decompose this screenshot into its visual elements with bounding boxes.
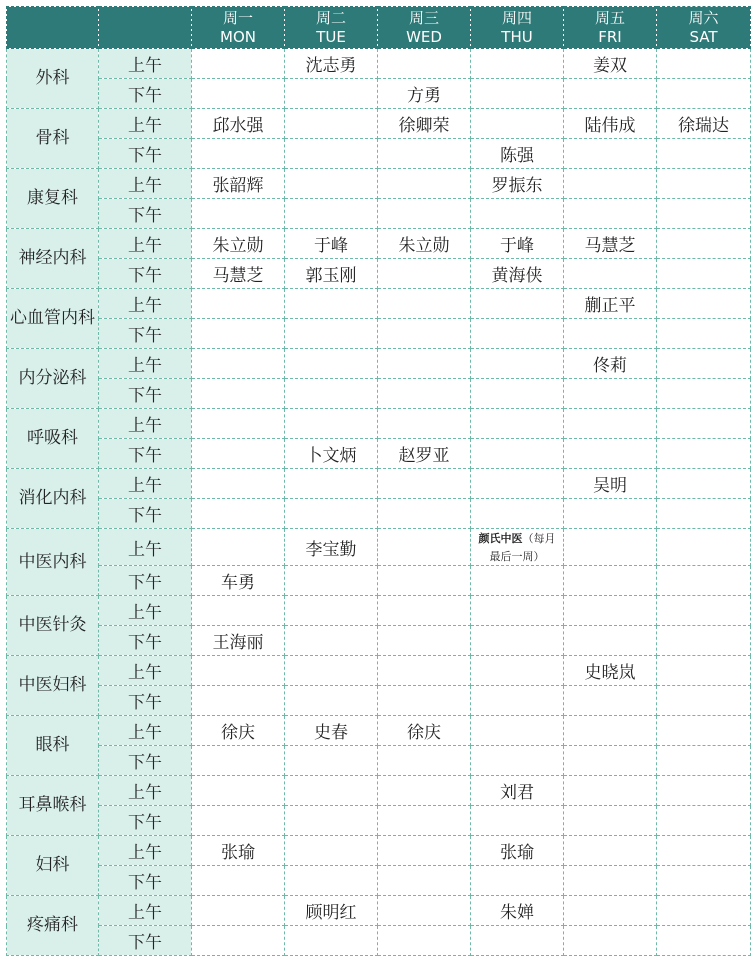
header-corner-half bbox=[99, 7, 192, 49]
doctor-cell-mon: 王海丽 bbox=[192, 626, 285, 656]
half-day-label: 上午 bbox=[99, 836, 192, 866]
doctor-cell-mon bbox=[192, 49, 285, 79]
doctor-cell-wed bbox=[378, 596, 471, 626]
doctor-cell-mon: 邱水强 bbox=[192, 109, 285, 139]
clinic-schedule-table bbox=[6, 6, 751, 956]
doctor-cell-fri bbox=[564, 596, 657, 626]
half-day-label: 上午 bbox=[99, 529, 192, 566]
doctor-cell-mon bbox=[192, 289, 285, 319]
day-header-sat bbox=[657, 7, 751, 49]
doctor-cell-fri bbox=[564, 836, 657, 866]
doctor-cell-sat bbox=[657, 746, 751, 776]
schedule-row bbox=[7, 866, 751, 896]
doctor-cell-sat bbox=[657, 49, 751, 79]
doctor-cell-sat bbox=[657, 409, 751, 439]
doctor-cell-fri bbox=[564, 866, 657, 896]
doctor-cell-thu bbox=[471, 319, 564, 349]
department-name: 心血管内科 bbox=[7, 289, 99, 349]
doctor-cell-wed bbox=[378, 49, 471, 79]
schedule-row bbox=[7, 686, 751, 716]
doctor-cell-wed: 徐庆 bbox=[378, 716, 471, 746]
doctor-cell-fri bbox=[564, 499, 657, 529]
day-cn: 周二 bbox=[315, 8, 346, 27]
department-name: 中医妇科 bbox=[7, 656, 99, 716]
doctor-cell-fri bbox=[564, 716, 657, 746]
department-name: 妇科 bbox=[7, 836, 99, 896]
doctor-cell-tue bbox=[285, 79, 378, 109]
day-header-fri bbox=[564, 7, 657, 49]
doctor-cell-tue bbox=[285, 469, 378, 499]
half-day-label: 上午 bbox=[99, 229, 192, 259]
doctor-cell-thu bbox=[471, 626, 564, 656]
half-day-label: 下午 bbox=[99, 746, 192, 776]
schedule-row bbox=[7, 349, 751, 379]
doctor-cell-sat bbox=[657, 806, 751, 836]
schedule-row bbox=[7, 566, 751, 596]
doctor-cell-wed: 方勇 bbox=[378, 79, 471, 109]
half-day-label: 上午 bbox=[99, 169, 192, 199]
doctor-cell-fri bbox=[564, 926, 657, 956]
doctor-cell-tue: 李宝勤 bbox=[285, 529, 378, 566]
doctor-cell-tue: 卜文炳 bbox=[285, 439, 378, 469]
doctor-cell-sat bbox=[657, 716, 751, 746]
doctor-cell-fri bbox=[564, 409, 657, 439]
half-day-label: 上午 bbox=[99, 469, 192, 499]
department-name: 消化内科 bbox=[7, 469, 99, 529]
half-day-label: 上午 bbox=[99, 109, 192, 139]
doctor-cell-fri: 陆伟成 bbox=[564, 109, 657, 139]
doctor-cell-mon: 张瑜 bbox=[192, 836, 285, 866]
doctor-cell-tue bbox=[285, 836, 378, 866]
department-name: 骨科 bbox=[7, 109, 99, 169]
doctor-cell-fri bbox=[564, 686, 657, 716]
doctor-cell-fri bbox=[564, 896, 657, 926]
half-day-label: 上午 bbox=[99, 776, 192, 806]
doctor-cell-thu bbox=[471, 656, 564, 686]
doctor-cell-fri bbox=[564, 439, 657, 469]
doctor-cell-fri bbox=[564, 529, 657, 566]
doctor-cell-mon bbox=[192, 529, 285, 566]
schedule-row bbox=[7, 746, 751, 776]
doctor-cell-wed bbox=[378, 896, 471, 926]
doctor-cell-tue bbox=[285, 109, 378, 139]
day-cn: 周六 bbox=[688, 8, 719, 27]
schedule-row bbox=[7, 379, 751, 409]
doctor-cell-thu bbox=[471, 686, 564, 716]
doctor-cell-sat bbox=[657, 836, 751, 866]
schedule-row bbox=[7, 289, 751, 319]
doctor-cell-tue bbox=[285, 866, 378, 896]
schedule-row bbox=[7, 409, 751, 439]
doctor-cell-fri bbox=[564, 746, 657, 776]
doctor-cell-thu bbox=[471, 926, 564, 956]
schedule-row bbox=[7, 529, 751, 566]
doctor-cell-mon bbox=[192, 926, 285, 956]
doctor-cell-wed: 朱立勋 bbox=[378, 229, 471, 259]
day-en: SAT bbox=[689, 27, 718, 46]
half-day-label: 上午 bbox=[99, 656, 192, 686]
half-day-label: 下午 bbox=[99, 79, 192, 109]
doctor-cell-wed bbox=[378, 499, 471, 529]
doctor-cell-mon bbox=[192, 319, 285, 349]
doctor-cell-mon bbox=[192, 199, 285, 229]
doctor-cell-tue bbox=[285, 199, 378, 229]
doctor-cell-tue bbox=[285, 349, 378, 379]
schedule-row bbox=[7, 79, 751, 109]
schedule-row bbox=[7, 716, 751, 746]
department-name: 内分泌科 bbox=[7, 349, 99, 409]
doctor-cell-tue bbox=[285, 566, 378, 596]
doctor-cell-sat bbox=[657, 259, 751, 289]
schedule-row bbox=[7, 836, 751, 866]
doctor-cell-thu bbox=[471, 746, 564, 776]
doctor-cell-thu bbox=[471, 49, 564, 79]
doctor-cell-tue bbox=[285, 806, 378, 836]
day-cn: 周一 bbox=[222, 8, 253, 27]
doctor-cell-fri bbox=[564, 626, 657, 656]
schedule-row bbox=[7, 926, 751, 956]
doctor-cell-mon bbox=[192, 806, 285, 836]
schedule-row bbox=[7, 656, 751, 686]
doctor-cell-tue: 史春 bbox=[285, 716, 378, 746]
doctor-cell-wed bbox=[378, 529, 471, 566]
doctor-cell-sat bbox=[657, 626, 751, 656]
doctor-cell-fri bbox=[564, 139, 657, 169]
department-name: 中医针灸 bbox=[7, 596, 99, 656]
doctor-cell-sat bbox=[657, 199, 751, 229]
doctor-cell-sat bbox=[657, 169, 751, 199]
half-day-label: 上午 bbox=[99, 896, 192, 926]
doctor-cell-tue: 沈志勇 bbox=[285, 49, 378, 79]
doctor-cell-fri bbox=[564, 806, 657, 836]
special-clinic-schedule: 最后一周） bbox=[489, 550, 545, 563]
doctor-cell-fri bbox=[564, 79, 657, 109]
doctor-cell-wed bbox=[378, 319, 471, 349]
doctor-cell-thu bbox=[471, 439, 564, 469]
doctor-cell-mon: 马慧芝 bbox=[192, 259, 285, 289]
doctor-cell-wed bbox=[378, 686, 471, 716]
day-cn: 周五 bbox=[594, 8, 625, 27]
doctor-cell-sat bbox=[657, 926, 751, 956]
half-day-label: 下午 bbox=[99, 379, 192, 409]
schedule-row bbox=[7, 49, 751, 79]
day-en: WED bbox=[406, 27, 442, 46]
doctor-cell-thu: 朱婵 bbox=[471, 896, 564, 926]
doctor-cell-sat bbox=[657, 499, 751, 529]
schedule-row bbox=[7, 259, 751, 289]
doctor-cell-mon bbox=[192, 379, 285, 409]
schedule-row bbox=[7, 199, 751, 229]
doctor-cell-sat bbox=[657, 319, 751, 349]
doctor-cell-tue bbox=[285, 139, 378, 169]
schedule-row bbox=[7, 596, 751, 626]
doctor-cell-thu: 张瑜 bbox=[471, 836, 564, 866]
doctor-cell-fri bbox=[564, 379, 657, 409]
doctor-cell-wed bbox=[378, 169, 471, 199]
doctor-cell-thu bbox=[471, 349, 564, 379]
doctor-cell-tue bbox=[285, 656, 378, 686]
doctor-cell-wed bbox=[378, 926, 471, 956]
doctor-cell-tue bbox=[285, 169, 378, 199]
schedule-row bbox=[7, 626, 751, 656]
doctor-cell-wed bbox=[378, 259, 471, 289]
doctor-cell-wed bbox=[378, 806, 471, 836]
doctor-cell-fri bbox=[564, 259, 657, 289]
doctor-cell-thu bbox=[471, 529, 564, 566]
doctor-cell-thu: 刘君 bbox=[471, 776, 564, 806]
doctor-cell-fri: 姜双 bbox=[564, 49, 657, 79]
schedule-row bbox=[7, 806, 751, 836]
doctor-cell-mon bbox=[192, 746, 285, 776]
doctor-cell-thu bbox=[471, 109, 564, 139]
half-day-label: 上午 bbox=[99, 409, 192, 439]
doctor-cell-wed bbox=[378, 776, 471, 806]
doctor-cell-mon bbox=[192, 499, 285, 529]
half-day-label: 上午 bbox=[99, 289, 192, 319]
schedule-row bbox=[7, 499, 751, 529]
doctor-cell-thu: 黄海侠 bbox=[471, 259, 564, 289]
doctor-cell-wed bbox=[378, 746, 471, 776]
doctor-cell-wed bbox=[378, 866, 471, 896]
half-day-label: 下午 bbox=[99, 626, 192, 656]
half-day-label: 下午 bbox=[99, 139, 192, 169]
half-day-label: 下午 bbox=[99, 926, 192, 956]
half-day-label: 下午 bbox=[99, 866, 192, 896]
department-name: 外科 bbox=[7, 49, 99, 109]
doctor-cell-tue: 顾明红 bbox=[285, 896, 378, 926]
doctor-cell-sat bbox=[657, 379, 751, 409]
half-day-label: 上午 bbox=[99, 349, 192, 379]
doctor-cell-tue bbox=[285, 409, 378, 439]
doctor-cell-fri bbox=[564, 319, 657, 349]
doctor-cell-thu bbox=[471, 409, 564, 439]
doctor-cell-fri bbox=[564, 169, 657, 199]
doctor-cell-sat bbox=[657, 439, 751, 469]
half-day-label: 下午 bbox=[99, 199, 192, 229]
half-day-label: 下午 bbox=[99, 686, 192, 716]
day-header-mon bbox=[192, 7, 285, 49]
doctor-cell-fri: 吴明 bbox=[564, 469, 657, 499]
doctor-cell-tue bbox=[285, 319, 378, 349]
doctor-cell-thu bbox=[471, 499, 564, 529]
schedule-row bbox=[7, 139, 751, 169]
doctor-cell-wed: 赵罗亚 bbox=[378, 439, 471, 469]
doctor-cell-thu bbox=[471, 596, 564, 626]
doctor-cell-mon bbox=[192, 656, 285, 686]
doctor-cell-sat bbox=[657, 289, 751, 319]
doctor-cell-thu bbox=[471, 289, 564, 319]
doctor-cell-tue bbox=[285, 776, 378, 806]
doctor-cell-fri: 蒯正平 bbox=[564, 289, 657, 319]
half-day-label: 上午 bbox=[99, 596, 192, 626]
doctor-cell-mon: 徐庆 bbox=[192, 716, 285, 746]
doctor-cell-mon bbox=[192, 409, 285, 439]
doctor-cell-mon bbox=[192, 469, 285, 499]
doctor-cell-tue bbox=[285, 746, 378, 776]
schedule-row bbox=[7, 896, 751, 926]
department-name: 眼科 bbox=[7, 716, 99, 776]
schedule-row bbox=[7, 319, 751, 349]
doctor-cell-fri: 马慧芝 bbox=[564, 229, 657, 259]
doctor-cell-sat: 徐瑞达 bbox=[657, 109, 751, 139]
day-header-tue bbox=[285, 7, 378, 49]
doctor-cell-wed bbox=[378, 656, 471, 686]
doctor-cell-tue bbox=[285, 289, 378, 319]
doctor-cell-thu bbox=[471, 716, 564, 746]
schedule-row bbox=[7, 439, 751, 469]
half-day-label: 上午 bbox=[99, 716, 192, 746]
half-day-label: 上午 bbox=[99, 49, 192, 79]
doctor-cell-thu bbox=[471, 566, 564, 596]
doctor-cell-sat bbox=[657, 469, 751, 499]
doctor-cell-fri bbox=[564, 566, 657, 596]
schedule-row bbox=[7, 229, 751, 259]
doctor-cell-sat bbox=[657, 349, 751, 379]
schedule-row bbox=[7, 776, 751, 806]
doctor-cell-sat bbox=[657, 896, 751, 926]
doctor-cell-tue bbox=[285, 596, 378, 626]
half-day-label: 下午 bbox=[99, 259, 192, 289]
doctor-cell-mon bbox=[192, 596, 285, 626]
doctor-cell-thu: 罗振东 bbox=[471, 169, 564, 199]
doctor-cell-tue bbox=[285, 626, 378, 656]
day-cn: 周三 bbox=[408, 8, 439, 27]
department-name: 神经内科 bbox=[7, 229, 99, 289]
department-name: 康复科 bbox=[7, 169, 99, 229]
doctor-cell-fri: 佟莉 bbox=[564, 349, 657, 379]
doctor-cell-thu bbox=[471, 866, 564, 896]
doctor-cell-sat bbox=[657, 229, 751, 259]
doctor-cell-mon: 车勇 bbox=[192, 566, 285, 596]
schedule-row bbox=[7, 109, 751, 139]
doctor-cell-sat bbox=[657, 776, 751, 806]
special-clinic-name: 颜氏中医 bbox=[478, 532, 523, 545]
doctor-cell-tue: 郭玉刚 bbox=[285, 259, 378, 289]
doctor-cell-sat bbox=[657, 139, 751, 169]
doctor-cell-wed bbox=[378, 409, 471, 439]
schedule-row bbox=[7, 469, 751, 499]
day-cn: 周四 bbox=[501, 8, 532, 27]
doctor-cell-fri: 史晓岚 bbox=[564, 656, 657, 686]
doctor-cell-mon bbox=[192, 349, 285, 379]
doctor-cell-fri bbox=[564, 776, 657, 806]
header-row bbox=[7, 7, 751, 49]
doctor-cell-mon bbox=[192, 439, 285, 469]
day-header-wed bbox=[378, 7, 471, 49]
doctor-cell-tue bbox=[285, 499, 378, 529]
doctor-cell-mon bbox=[192, 866, 285, 896]
day-en: THU bbox=[501, 27, 533, 46]
doctor-cell-tue bbox=[285, 926, 378, 956]
doctor-cell-mon bbox=[192, 686, 285, 716]
doctor-cell-sat bbox=[657, 79, 751, 109]
doctor-cell-fri bbox=[564, 199, 657, 229]
department-name: 中医内科 bbox=[7, 529, 99, 596]
doctor-cell-wed bbox=[378, 199, 471, 229]
half-day-label: 下午 bbox=[99, 439, 192, 469]
doctor-cell-mon: 张韶辉 bbox=[192, 169, 285, 199]
doctor-cell-thu bbox=[471, 806, 564, 836]
doctor-cell-thu bbox=[471, 79, 564, 109]
special-clinic-note bbox=[471, 529, 563, 565]
doctor-cell-wed: 徐卿荣 bbox=[378, 109, 471, 139]
day-en: MON bbox=[220, 27, 256, 46]
doctor-cell-tue: 于峰 bbox=[285, 229, 378, 259]
department-name: 呼吸科 bbox=[7, 409, 99, 469]
day-header-thu bbox=[471, 7, 564, 49]
day-en: FRI bbox=[598, 27, 622, 46]
doctor-cell-wed bbox=[378, 469, 471, 499]
doctor-cell-wed bbox=[378, 379, 471, 409]
doctor-cell-wed bbox=[378, 289, 471, 319]
doctor-cell-mon bbox=[192, 139, 285, 169]
doctor-cell-sat bbox=[657, 656, 751, 686]
doctor-cell-wed bbox=[378, 566, 471, 596]
doctor-cell-tue bbox=[285, 379, 378, 409]
doctor-cell-sat bbox=[657, 686, 751, 716]
half-day-label: 下午 bbox=[99, 319, 192, 349]
doctor-cell-sat bbox=[657, 566, 751, 596]
department-name: 耳鼻喉科 bbox=[7, 776, 99, 836]
doctor-cell-sat bbox=[657, 596, 751, 626]
header-corner bbox=[7, 7, 99, 49]
doctor-cell-mon: 朱立勋 bbox=[192, 229, 285, 259]
doctor-cell-wed bbox=[378, 836, 471, 866]
doctor-cell-wed bbox=[378, 139, 471, 169]
doctor-cell-thu bbox=[471, 379, 564, 409]
special-clinic-schedule: （每月 bbox=[522, 532, 556, 545]
half-day-label: 下午 bbox=[99, 806, 192, 836]
doctor-cell-tue bbox=[285, 686, 378, 716]
doctor-cell-wed bbox=[378, 349, 471, 379]
schedule-row bbox=[7, 169, 751, 199]
doctor-cell-wed bbox=[378, 626, 471, 656]
doctor-cell-mon bbox=[192, 896, 285, 926]
doctor-cell-thu: 陈强 bbox=[471, 139, 564, 169]
doctor-cell-thu bbox=[471, 469, 564, 499]
doctor-cell-thu bbox=[471, 199, 564, 229]
half-day-label: 下午 bbox=[99, 499, 192, 529]
doctor-cell-sat bbox=[657, 529, 751, 566]
doctor-cell-sat bbox=[657, 866, 751, 896]
doctor-cell-thu: 于峰 bbox=[471, 229, 564, 259]
day-en: TUE bbox=[316, 27, 346, 46]
doctor-cell-mon bbox=[192, 79, 285, 109]
doctor-cell-mon bbox=[192, 776, 285, 806]
half-day-label: 下午 bbox=[99, 566, 192, 596]
department-name: 疼痛科 bbox=[7, 896, 99, 956]
